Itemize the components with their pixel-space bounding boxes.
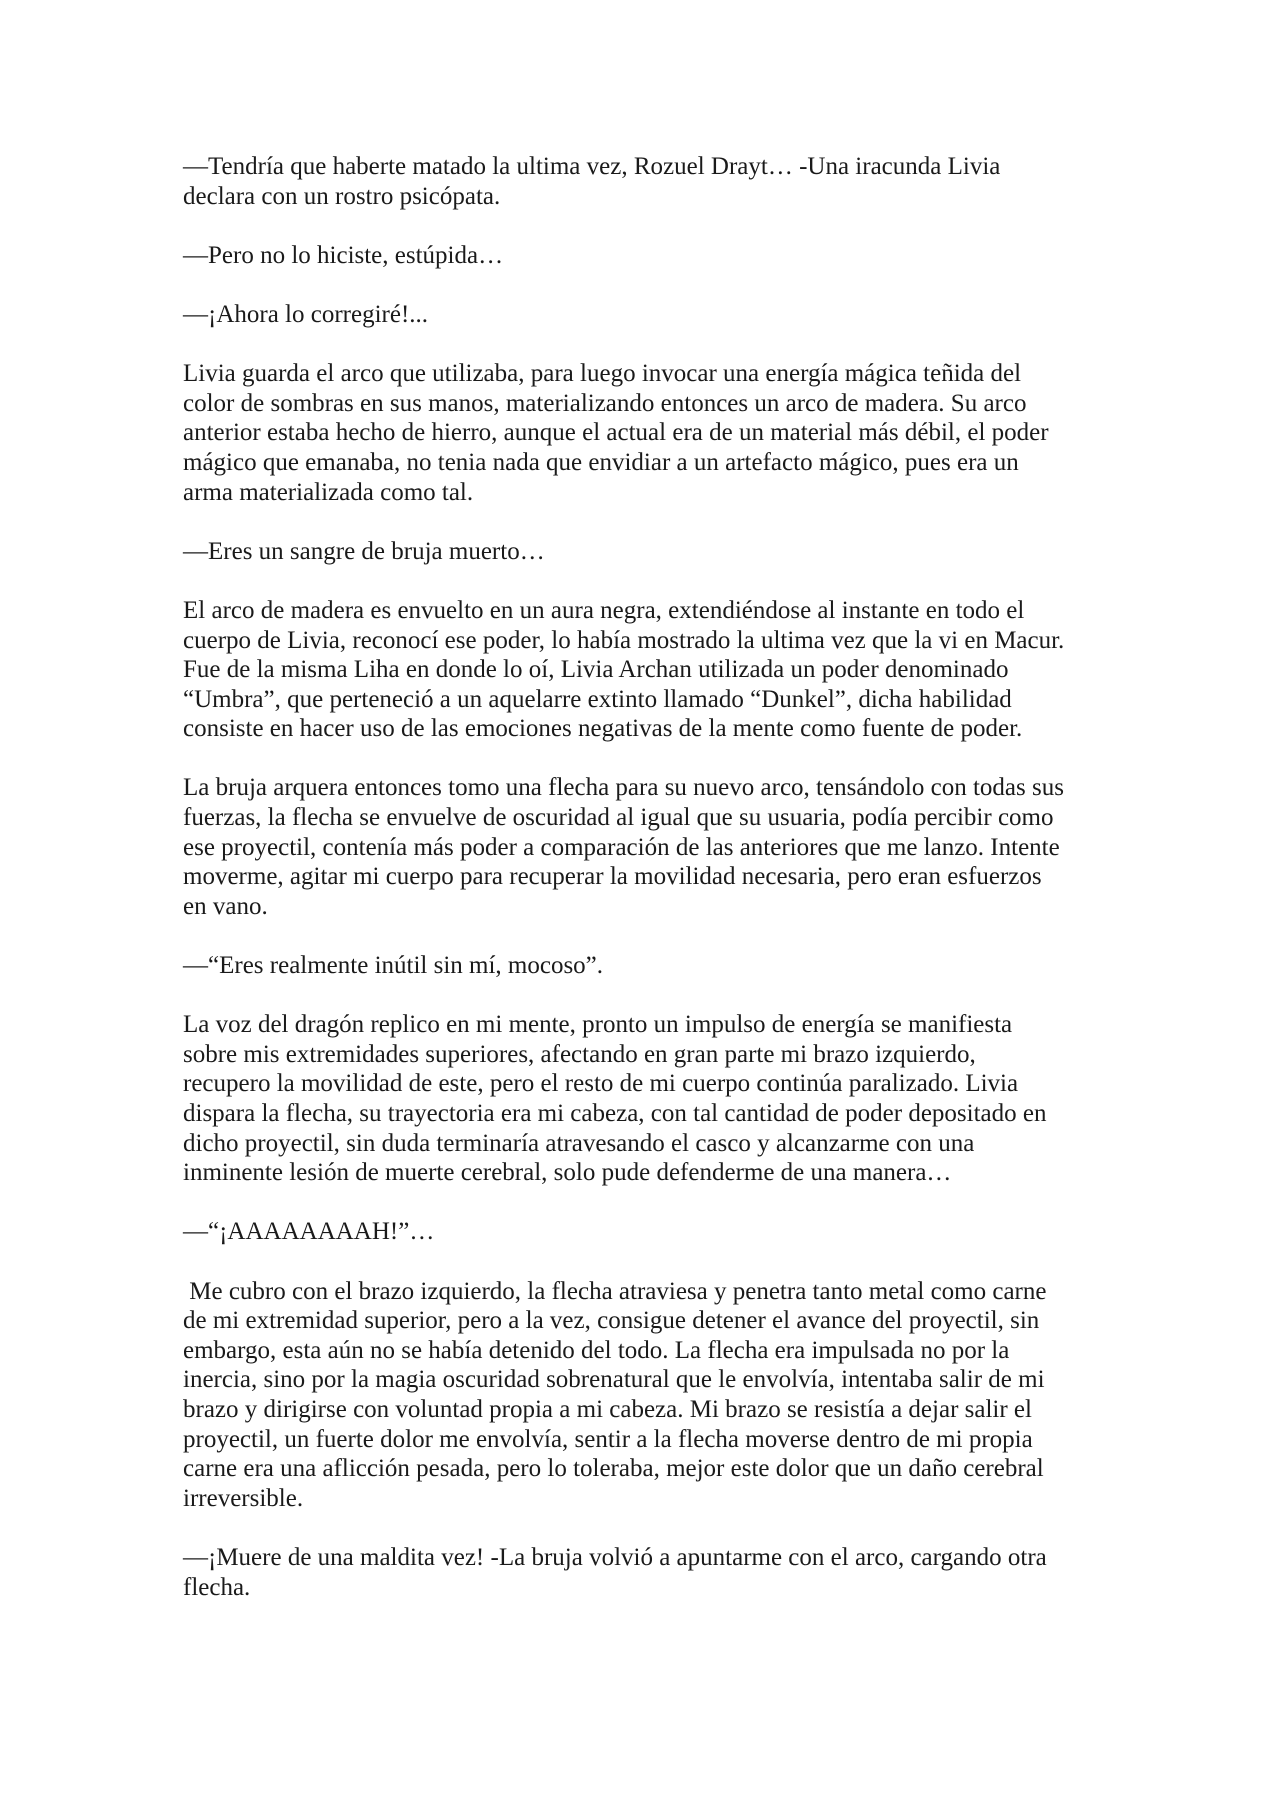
paragraph-10: —“¡AAAAAAAAH!”…: [183, 1218, 435, 1246]
paragraph-8: —“Eres realmente inútil sin mí, mocoso”.: [183, 952, 604, 980]
paragraph-5: —Eres un sangre de bruja muerto…: [183, 537, 545, 565]
paragraph-4: Livia guarda el arco que utilizaba, para luego invocar una energía mágica teñida del color de sombras en sus manos, materializando entonces un arco de madera. Su arco anterior estaba hecho de hierro, aunque el actual era de un material más débil, el poder mágico que emanaba, no tenia nada que envidiar a un artefacto mágico, pues era un arma materializada como tal.: [183, 360, 1049, 506]
paragraph-12: —¡Muere de una maldita vez! -La bruja volvió a apuntarme con el arco, cargando otra flecha.: [183, 1543, 1047, 1601]
paragraph-2: —Pero no lo hiciste, estúpida…: [183, 241, 504, 269]
paragraph-11: Me cubro con el brazo izquierdo, la flecha atraviesa y penetra tanto metal como carne de mi extremidad superior, pero a la vez, consigue detener el avance del proyectil, sin embargo, esta aún no se había detenido del todo. La flecha era impulsada no por la inercia, sino por la magia oscuridad sobrenatural que le envolvía, intentaba salir de mi brazo y dirigirse con voluntad propia a mi cabeza. Mi brazo se resistía a dejar salir el proyectil, un fuerte dolor me envolvía, sentir a la flecha moverse dentro de mi propia carne era una aflicción pesada, pero lo toleraba, mejor este dolor que un daño cerebral irreversible.: [183, 1277, 1047, 1512]
paragraph-7: La bruja arquera entonces tomo una flecha para su nuevo arco, tensándolo con todas sus fuerzas, la flecha se envuelve de oscuridad al igual que su usuaria, podía percibir como ese proyectil, contenía más poder a comparación de las anteriores que me lanzo. Intente moverme, agitar mi cuerpo para recuperar la movilidad necesaria, pero eran esfuerzos en vano.: [183, 774, 1064, 920]
paragraph-1: —Tendría que haberte matado la ultima vez, Rozuel Drayt… -Una iracunda Livia declara con un rostro psicópata.: [183, 153, 1001, 210]
paragraph-9: La voz del dragón replico en mi mente, pronto un impulso de energía se manifiesta sobre mis extremidades superiores, afectando en gran parte mi brazo izquierdo, recupero la movilidad de este, pero el resto de mi cuerpo continúa paralizado. Livia dispara la flecha, su trayectoria era mi cabeza, con tal cantidad de poder depositado en dicho proyectil, sin duda terminaría atravesando el casco y alcanzarme con una inminente lesión de muerte cerebral, solo pude defenderme de una manera…: [183, 1011, 1047, 1187]
paragraph-6: El arco de madera es envuelto en un aura negra, extendiéndose al instante en todo el cuerpo de Livia, reconocí ese poder, lo había mostrado la ultima vez que la vi en Macur. Fue de la misma Liha en donde lo oí, Livia Archan utilizada un poder denominado “Umbra”, que perteneció a un aquelarre extinto llamado “Dunkel”, dicha habilidad consiste en hacer uso de las emociones negativas de la mente como fuente de poder.: [183, 596, 1065, 743]
body-text: [183, 152, 1113, 1632]
paragraph-3: —¡Ahora lo corregiré!...: [183, 300, 429, 328]
